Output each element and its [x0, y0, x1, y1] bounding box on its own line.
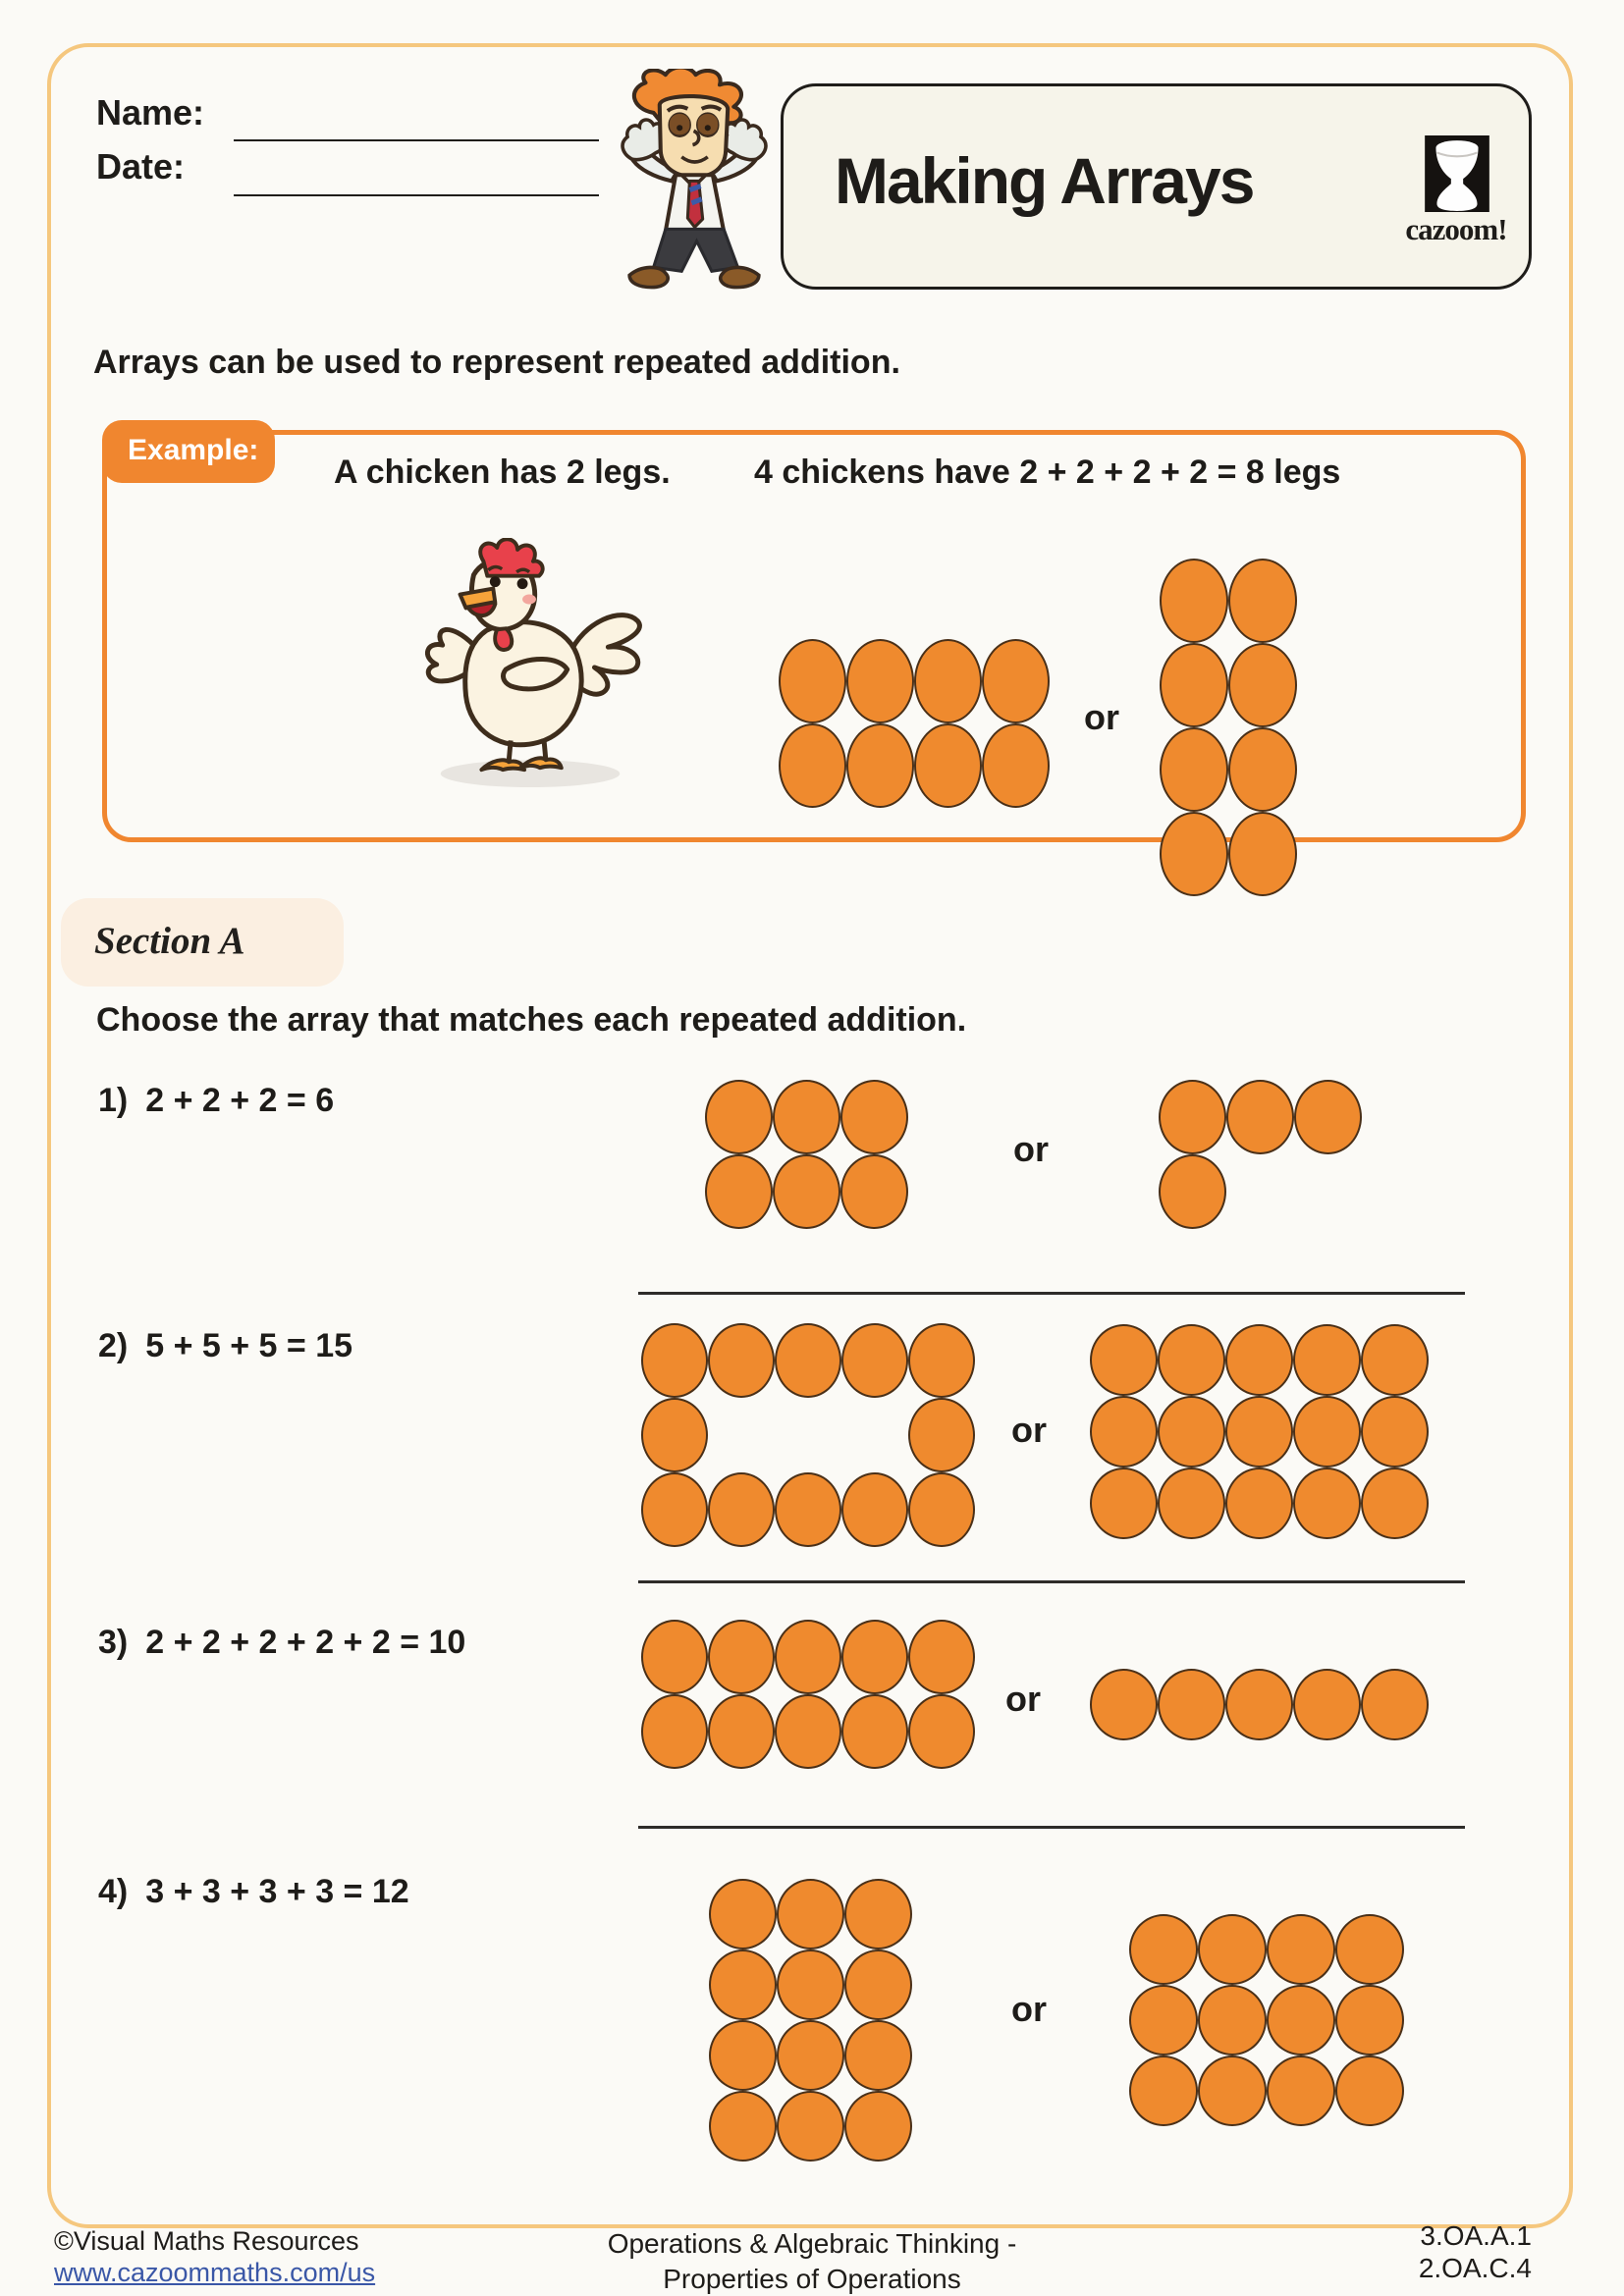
footer-standard-2: 2.OA.C.4 [1418, 2253, 1532, 2283]
section-a-tab [61, 898, 344, 987]
array-dot [1228, 559, 1297, 643]
array-dot [773, 1154, 840, 1229]
array-dot [982, 639, 1050, 723]
array-dot [1160, 812, 1228, 896]
array-dot [708, 1620, 775, 1694]
page-title: Making Arrays [835, 144, 1254, 217]
section-a-label: Section A [94, 920, 245, 962]
array-dot [709, 1879, 777, 1949]
array-dot [1198, 2056, 1267, 2126]
array-dot [846, 723, 914, 808]
array-dot [908, 1398, 975, 1472]
array-dot [1160, 643, 1228, 727]
array-dot [1361, 1669, 1429, 1740]
array-dot [1335, 2056, 1404, 2126]
array-dot [1293, 1669, 1361, 1740]
date-input-line[interactable] [234, 194, 599, 196]
array-dot [1090, 1669, 1158, 1740]
name-label: Name: [96, 92, 205, 133]
array-dot [908, 1472, 975, 1547]
array-dot [840, 1080, 908, 1154]
question-3-number: 3) [98, 1624, 129, 1661]
array-dot [641, 1323, 708, 1398]
array-dot [1090, 1396, 1158, 1468]
array-dot [1294, 1080, 1362, 1154]
array-dot [844, 2091, 912, 2162]
array-dot [1198, 1914, 1267, 1985]
array-dot [773, 1080, 840, 1154]
question-4-label [98, 1873, 409, 1911]
array-dot [1129, 2056, 1198, 2126]
footer-link[interactable]: www.cazoommaths.com/us [54, 2258, 376, 2287]
name-input-line[interactable] [234, 139, 599, 141]
q4-or-label: or [1011, 1989, 1047, 2029]
array-dot [709, 1949, 777, 2020]
q3-array-b[interactable] [1090, 1669, 1429, 1740]
q3-array-a[interactable] [641, 1620, 975, 1769]
array-dot [775, 1620, 841, 1694]
example-or-label: or [1084, 697, 1119, 737]
array-dot [1158, 1468, 1225, 1539]
array-dot [775, 1694, 841, 1769]
answer-line-1[interactable] [638, 1292, 1465, 1295]
array-dot [641, 1620, 708, 1694]
question-4-equation: 3 + 3 + 3 + 3 = 12 [145, 1873, 409, 1910]
array-dot [908, 1323, 975, 1398]
q2-array-b[interactable] [1090, 1324, 1429, 1539]
example-array-a[interactable] [779, 639, 1050, 808]
array-dot [641, 1398, 708, 1472]
array-dot [1090, 1324, 1158, 1396]
array-dot [709, 2091, 777, 2162]
answer-line-3[interactable] [638, 1826, 1465, 1829]
chicken-illustration [412, 538, 648, 791]
question-3-equation: 2 + 2 + 2 + 2 + 2 = 10 [145, 1624, 466, 1661]
array-dot [1158, 1324, 1225, 1396]
example-array-b[interactable] [1160, 559, 1297, 896]
answer-line-2[interactable] [638, 1580, 1465, 1583]
array-dot [846, 639, 914, 723]
array-dot [705, 1080, 773, 1154]
q1-or-label: or [1013, 1129, 1049, 1169]
question-2-label [98, 1327, 352, 1365]
question-1-equation: 2 + 2 + 2 = 6 [145, 1082, 335, 1119]
example-label: Example: [128, 434, 259, 466]
array-dot [844, 1879, 912, 1949]
array-dot [1160, 727, 1228, 812]
array-dot [1159, 1080, 1226, 1154]
example-caption-sum: 4 chickens have 2 + 2 + 2 + 2 = 8 legs [754, 454, 1341, 491]
date-label: Date: [96, 146, 186, 187]
question-3-label [98, 1624, 465, 1662]
mascot-illustration [601, 69, 787, 304]
array-dot [1225, 1324, 1293, 1396]
array-dot [844, 2020, 912, 2091]
array-dot [777, 1949, 844, 2020]
array-dot [709, 2020, 777, 2091]
array-dot [1226, 1080, 1294, 1154]
array-dot [914, 639, 982, 723]
q3-or-label: or [1005, 1679, 1041, 1719]
array-dot [775, 1472, 841, 1547]
q2-or-label: or [1011, 1410, 1047, 1450]
array-dot [1267, 2056, 1335, 2126]
array-dot [777, 2091, 844, 2162]
footer-copyright: ©Visual Maths Resources [54, 2226, 359, 2256]
array-dot [840, 1154, 908, 1229]
array-dot [641, 1694, 708, 1769]
question-1-number: 1) [98, 1082, 129, 1119]
cazoom-drum-icon [1425, 135, 1489, 212]
array-dot [1225, 1669, 1293, 1740]
example-tab [102, 420, 275, 483]
q1-array-b[interactable] [1159, 1080, 1362, 1229]
array-dot [1361, 1324, 1429, 1396]
array-dot [641, 1472, 708, 1547]
array-dot [777, 1879, 844, 1949]
q1-array-a[interactable] [705, 1080, 908, 1229]
title-box [781, 83, 1532, 290]
array-dot [705, 1154, 773, 1229]
array-dot [1361, 1468, 1429, 1539]
array-dot [779, 723, 846, 808]
q4-array-a[interactable] [709, 1879, 912, 2162]
array-dot [708, 1472, 775, 1547]
array-dot [777, 2020, 844, 2091]
array-dot [775, 1323, 841, 1398]
question-1-label [98, 1082, 334, 1120]
array-dot [1293, 1324, 1361, 1396]
array-dot [1159, 1154, 1226, 1229]
array-dot [1228, 812, 1297, 896]
array-dot [908, 1620, 975, 1694]
array-dot [841, 1323, 908, 1398]
array-dot [1335, 1914, 1404, 1985]
array-dot [1160, 559, 1228, 643]
array-dot [1158, 1396, 1225, 1468]
array-dot [844, 1949, 912, 2020]
example-caption-chicken: A chicken has 2 legs. [334, 454, 671, 491]
array-dot [1267, 1985, 1335, 2056]
array-dot [708, 1694, 775, 1769]
array-dot [1158, 1669, 1225, 1740]
array-dot [1293, 1468, 1361, 1539]
array-dot [1090, 1468, 1158, 1539]
intro-text: Arrays can be used to represent repeated addition. [93, 344, 900, 381]
instruction-text: Choose the array that matches each repeated addition. [96, 1001, 967, 1039]
footer-topic-line2: Properties of Operations [663, 2264, 961, 2294]
array-dot [1225, 1468, 1293, 1539]
footer-standard-1: 3.OA.A.1 [1420, 2220, 1532, 2251]
array-dot [914, 723, 982, 808]
question-2-number: 2) [98, 1327, 129, 1364]
array-dot [982, 723, 1050, 808]
q4-array-b[interactable] [1129, 1914, 1404, 2126]
array-dot [1129, 1914, 1198, 1985]
array-dot [841, 1694, 908, 1769]
array-dot [1225, 1396, 1293, 1468]
array-dot [1335, 1985, 1404, 2056]
array-dot [841, 1472, 908, 1547]
cazoom-wordmark: cazoom! [1405, 212, 1507, 246]
array-dot [779, 639, 846, 723]
array-dot [1267, 1914, 1335, 1985]
array-dot [841, 1620, 908, 1694]
q2-array-a[interactable] [641, 1323, 975, 1547]
array-dot [1228, 727, 1297, 812]
array-dot [1361, 1396, 1429, 1468]
array-dot [1129, 1985, 1198, 2056]
question-2-equation: 5 + 5 + 5 = 15 [145, 1327, 353, 1364]
array-dot [908, 1694, 975, 1769]
array-dot [1198, 1985, 1267, 2056]
array-dot [708, 1323, 775, 1398]
array-dot [1293, 1396, 1361, 1468]
array-dot [1228, 643, 1297, 727]
footer-topic-line1: Operations & Algebraic Thinking - [607, 2228, 1017, 2259]
question-4-number: 4) [98, 1873, 129, 1910]
